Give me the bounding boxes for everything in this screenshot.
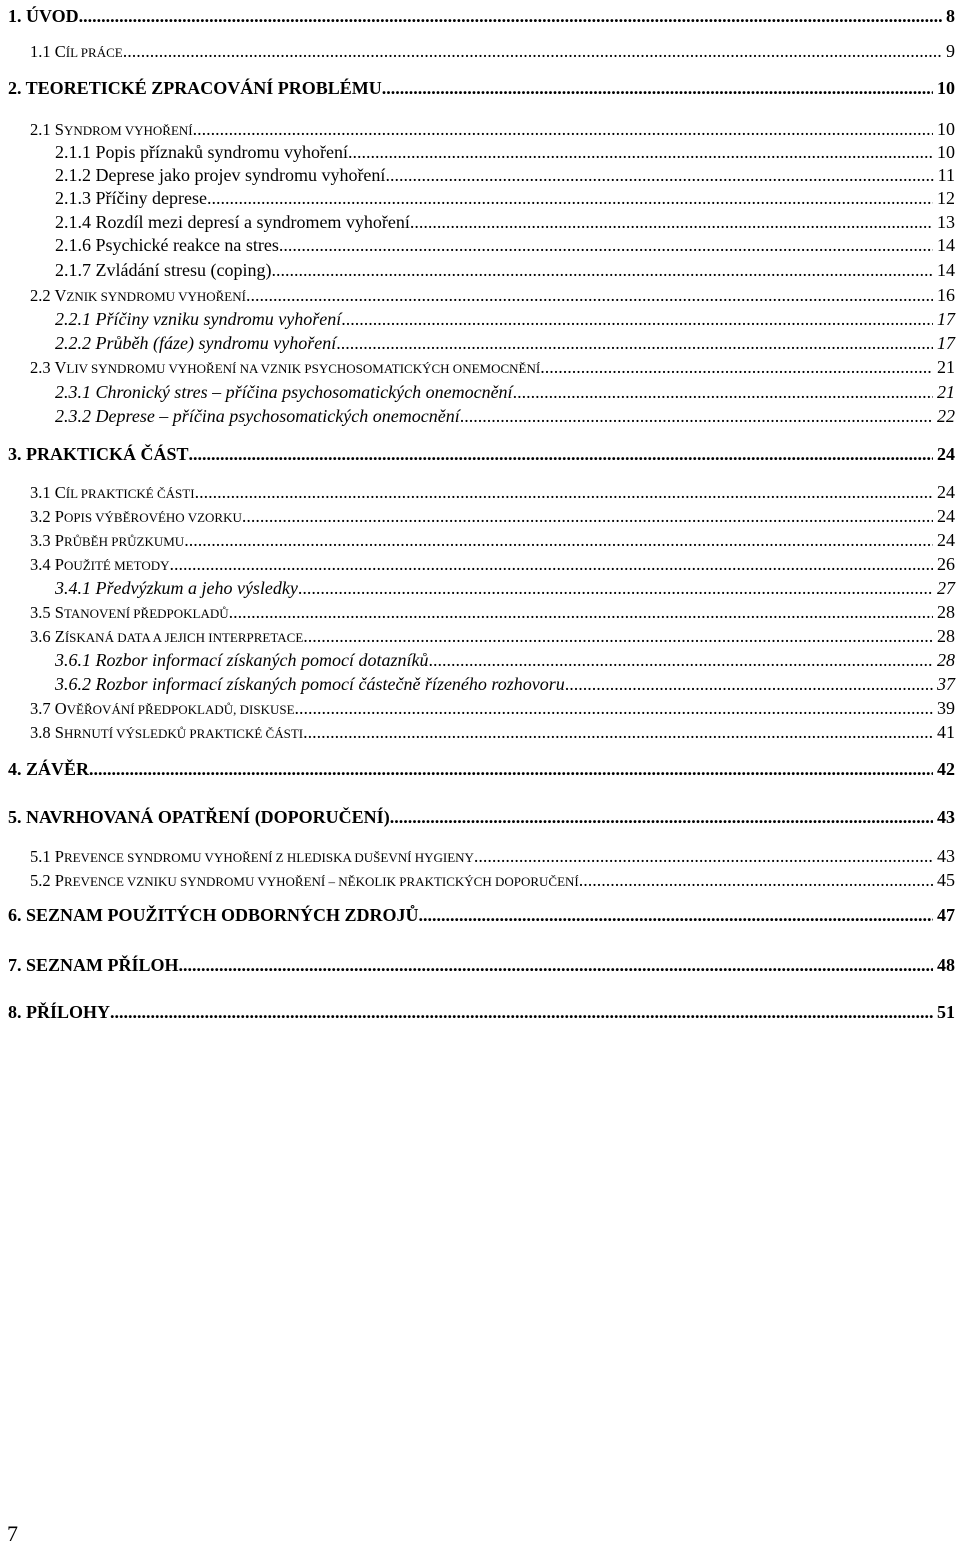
- toc-entry[interactable]: [8, 1001, 955, 1023]
- toc-entry[interactable]: [55, 649, 955, 671]
- toc-entry-title-rest: YNDROM VYHOŘENÍ: [63, 123, 193, 138]
- toc-entry-title-rest: REVENCE VZNIKU SYNDROMU VYHOŘENÍ – NĚKOLIK PRAKTICKÝCH DOPORUČENÍ: [63, 874, 579, 889]
- toc-entry-page: 48: [937, 955, 955, 975]
- toc-entry-title-rest: VĚŘOVÁNÍ PŘEDPOKLADŮ, DISKUSE: [66, 702, 295, 717]
- toc-entry-title: 2.2.1 Příčiny vzniku syndromu vyhoření: [55, 309, 342, 329]
- dot-leader: [385, 164, 933, 186]
- toc-entry[interactable]: [55, 405, 955, 427]
- dot-leader: [565, 673, 933, 695]
- dot-leader: [79, 5, 942, 27]
- toc-entry-title-lead: 3.7 O: [30, 699, 67, 718]
- toc-entry-title: 2.3.2 Deprese – příčina psychosomatických onemocnění: [55, 406, 460, 426]
- toc-entry-title-lead: 3.2 P: [30, 507, 64, 526]
- toc-entry[interactable]: [30, 505, 955, 527]
- toc-entry[interactable]: [55, 234, 955, 256]
- toc-entry[interactable]: [30, 529, 955, 551]
- toc-entry-title-lead: 3.5 S: [30, 603, 64, 622]
- toc-entry[interactable]: [8, 443, 955, 465]
- toc-entry-page: 10: [937, 142, 955, 162]
- toc-entry-title-lead: 5.2 P: [30, 871, 64, 890]
- toc-entry-title-rest: ZNIK SYNDROMU VYHOŘENÍ: [66, 289, 246, 304]
- toc-entry-title: 2.1.7 Zvládání stresu (coping): [55, 260, 272, 280]
- toc-entry-page: 17: [937, 309, 955, 329]
- toc-entry[interactable]: [55, 164, 955, 186]
- dot-leader: [193, 118, 933, 140]
- toc-entry-page: 42: [937, 759, 955, 779]
- toc-entry-page: 24: [937, 530, 955, 550]
- page-number: 7: [7, 1521, 18, 1546]
- toc-entry-title-rest: ÍL PRAKTICKÉ ČÁSTI: [65, 486, 195, 501]
- toc-entry-page: 43: [937, 807, 955, 827]
- toc-entry[interactable]: [30, 601, 955, 623]
- toc-entry-title: 2.2.2 Průběh (fáze) syndromu vyhoření: [55, 333, 337, 353]
- toc-entry[interactable]: [30, 118, 955, 140]
- toc-entry-title: [30, 722, 303, 745]
- toc-entry-page: 43: [937, 846, 955, 866]
- toc-entry[interactable]: [55, 187, 955, 209]
- toc-entry-page: 17: [937, 333, 955, 353]
- dot-leader: [184, 529, 933, 551]
- toc-entry[interactable]: [55, 332, 955, 354]
- toc-entry[interactable]: [8, 954, 955, 976]
- toc-entry[interactable]: [30, 625, 955, 647]
- toc-entry-title-lead: 5.1 P: [30, 847, 64, 866]
- toc-entry-page: 28: [937, 650, 955, 670]
- dot-leader: [348, 141, 933, 163]
- toc-entry-title: 6. SEZNAM POUŽITÝCH ODBORNÝCH ZDROJŮ: [8, 905, 419, 925]
- toc-entry[interactable]: [8, 77, 955, 99]
- toc-entry-page: 8: [946, 6, 955, 26]
- toc-entry-title-rest: ÍSKANÁ DATA A JEJICH INTERPRETACE: [64, 630, 304, 645]
- toc-entry-title: 2. TEORETICKÉ ZPRACOVÁNÍ PROBLÉMU: [8, 78, 382, 98]
- dot-leader: [579, 869, 933, 891]
- dot-leader: [474, 845, 933, 867]
- toc-entry-page: 28: [937, 602, 955, 622]
- toc-entry-title: 3. PRAKTICKÁ ČÁST: [8, 444, 189, 464]
- toc-entry-title: [30, 602, 229, 625]
- toc-entry[interactable]: [30, 553, 955, 575]
- toc-entry[interactable]: [8, 758, 955, 780]
- dot-leader: [382, 77, 933, 99]
- toc-entry-title: 2.1.3 Příčiny deprese: [55, 188, 207, 208]
- toc-entry-title: 5. NAVRHOVANÁ OPATŘENÍ (DOPORUČENÍ): [8, 807, 390, 827]
- toc-entry-title: [30, 285, 246, 308]
- toc-entry-title-rest: OPIS VÝBĚROVÉHO VZORKU: [63, 510, 242, 525]
- dot-leader: [271, 259, 933, 281]
- toc-entry-page: 24: [937, 444, 955, 464]
- dot-leader: [195, 481, 933, 503]
- dot-leader: [229, 601, 933, 623]
- toc-entry-page: 12: [937, 188, 955, 208]
- dot-leader: [390, 806, 933, 828]
- toc-entry-title-lead: 1.1 C: [30, 42, 66, 61]
- toc-entry[interactable]: [55, 259, 955, 281]
- toc-entry-title: 3.6.1 Rozbor informací získaných pomocí dotazníků: [55, 650, 429, 670]
- toc-entry-page: 14: [937, 260, 955, 280]
- toc-entry[interactable]: [30, 869, 955, 891]
- toc-entry-title: 4. ZÁVĚR: [8, 759, 90, 779]
- dot-leader: [341, 308, 933, 330]
- toc-entry-title: [30, 698, 295, 721]
- toc-entry-title: 2.1.4 Rozdíl mezi depresí a syndromem vyhoření: [55, 212, 410, 232]
- toc-entry-page: 47: [937, 905, 955, 925]
- toc-entry-title-rest: RŮBĚH PRŮZKUMU: [63, 534, 185, 549]
- toc-entry-page: 51: [937, 1002, 955, 1022]
- dot-leader: [179, 954, 933, 976]
- toc-entry-page: 37: [937, 674, 955, 694]
- toc-entry-page: 26: [937, 554, 955, 574]
- toc-entry-title-rest: REVENCE SYNDROMU VYHOŘENÍ Z HLEDISKA DUŠEVNÍ HYGIENY: [63, 850, 474, 865]
- dot-leader: [89, 758, 933, 780]
- toc-entry-page: 28: [937, 626, 955, 646]
- toc-entry-title-lead: 3.8 S: [30, 723, 64, 742]
- toc-entry-title-lead: 2.2 V: [30, 286, 67, 305]
- dot-leader: [246, 284, 933, 306]
- toc-entry-page: 24: [937, 482, 955, 502]
- toc-entry-page: 22: [937, 406, 955, 426]
- dot-leader: [298, 577, 933, 599]
- toc-entry-page: 39: [937, 698, 955, 718]
- toc-entry[interactable]: [30, 356, 955, 378]
- toc-entry-title-rest: OUŽITÉ METODY: [63, 558, 170, 573]
- toc-entry-page: 9: [946, 41, 955, 61]
- toc-entry[interactable]: [30, 845, 955, 867]
- dot-leader: [279, 234, 933, 256]
- toc-entry-title-lead: 2.1 S: [30, 120, 64, 139]
- toc-entry-title-rest: LIV SYNDROMU VYHOŘENÍ NA VZNIK PSYCHOSOMATICKÝCH ONEMOCNĚNÍ: [66, 361, 541, 376]
- toc-entry-page: 21: [937, 382, 955, 402]
- dot-leader: [303, 721, 933, 743]
- toc-entry-title: 1. ÚVOD: [8, 6, 79, 26]
- toc-entry-title: [30, 870, 579, 893]
- toc-entry-page: 21: [937, 357, 955, 377]
- toc-entry[interactable]: [55, 673, 955, 695]
- dot-leader: [110, 1001, 933, 1023]
- toc-entry-page: 24: [937, 506, 955, 526]
- toc-entry[interactable]: [55, 211, 955, 233]
- toc-entry-title: 3.4.1 Předvýzkum a jeho výsledky: [55, 578, 298, 598]
- toc-entry-title: [30, 530, 184, 553]
- dot-leader: [242, 505, 933, 527]
- toc-entry-title: [30, 41, 123, 64]
- dot-leader: [513, 381, 933, 403]
- toc-entry[interactable]: [30, 697, 955, 719]
- toc-entry-title-rest: ÍL PRÁCE: [65, 45, 123, 60]
- toc-entry-title: 7. SEZNAM PŘÍLOH: [8, 955, 179, 975]
- dot-leader: [189, 443, 933, 465]
- toc-entry-page: 45: [937, 870, 955, 890]
- toc-entry[interactable]: [55, 308, 955, 330]
- toc-entry-title-rest: HRNUTÍ VÝSLEDKŮ PRAKTICKÉ ČÁSTI: [63, 726, 304, 741]
- toc-entry-title: 2.1.2 Deprese jako projev syndromu vyhoření: [55, 165, 386, 185]
- toc-entry[interactable]: [55, 577, 955, 599]
- toc-entry[interactable]: [8, 904, 955, 926]
- toc-entry[interactable]: [30, 40, 955, 62]
- dot-leader: [295, 697, 933, 719]
- toc-entry[interactable]: [30, 284, 955, 306]
- toc-entry-title: 2.1.6 Psychické reakce na stres: [55, 235, 279, 255]
- toc-entry-title: [30, 506, 242, 529]
- toc-entry-title: 3.6.2 Rozbor informací získaných pomocí částečně řízeného rozhovoru: [55, 674, 565, 694]
- toc-entry-title-lead: 3.6 Z: [30, 627, 65, 646]
- toc-entry-title-lead: 3.1 C: [30, 483, 66, 502]
- toc-entry-page: 14: [937, 235, 955, 255]
- dot-leader: [123, 40, 942, 62]
- toc-entry-page: 13: [937, 212, 955, 232]
- dot-leader: [170, 553, 934, 575]
- toc-entry-page: 41: [937, 722, 955, 742]
- toc-entry-title-lead: 3.3 P: [30, 531, 64, 550]
- toc-entry-page: 11: [937, 165, 955, 185]
- toc-entry-title-lead: 2.3 V: [30, 358, 67, 377]
- toc-entry-title-lead: 3.4 P: [30, 555, 64, 574]
- toc-entry-title: [30, 554, 170, 577]
- toc-entry-title: [30, 119, 193, 142]
- dot-leader: [540, 356, 933, 378]
- toc-entry[interactable]: [55, 381, 955, 403]
- toc-entry-title-rest: TANOVENÍ PŘEDPOKLADŮ: [63, 606, 229, 621]
- toc-entry[interactable]: [30, 721, 955, 743]
- dot-leader: [460, 405, 933, 427]
- toc-entry-title: 8. PŘÍLOHY: [8, 1002, 111, 1022]
- toc-entry-title: 2.3.1 Chronický stres – příčina psychosomatických onemocnění: [55, 382, 513, 402]
- toc-entry[interactable]: [30, 481, 955, 503]
- toc-entry-page: 10: [937, 78, 955, 98]
- toc-entry[interactable]: [55, 141, 955, 163]
- toc-entry[interactable]: [8, 5, 955, 27]
- toc-entry-title: 2.1.1 Popis příznaků syndromu vyhoření: [55, 142, 348, 162]
- toc-entry-page: 10: [937, 119, 955, 139]
- toc-entry-title: [30, 846, 474, 869]
- dot-leader: [410, 211, 933, 233]
- dot-leader: [207, 187, 933, 209]
- dot-leader: [419, 904, 933, 926]
- toc-entry-title: [30, 482, 195, 505]
- toc-entry-page: 16: [937, 285, 955, 305]
- dot-leader: [303, 625, 933, 647]
- toc-entry-title: [30, 626, 303, 649]
- toc-entry[interactable]: [8, 806, 955, 828]
- dot-leader: [428, 649, 933, 671]
- dot-leader: [336, 332, 933, 354]
- toc-entry-page: 27: [937, 578, 955, 598]
- toc-entry-title: [30, 357, 540, 380]
